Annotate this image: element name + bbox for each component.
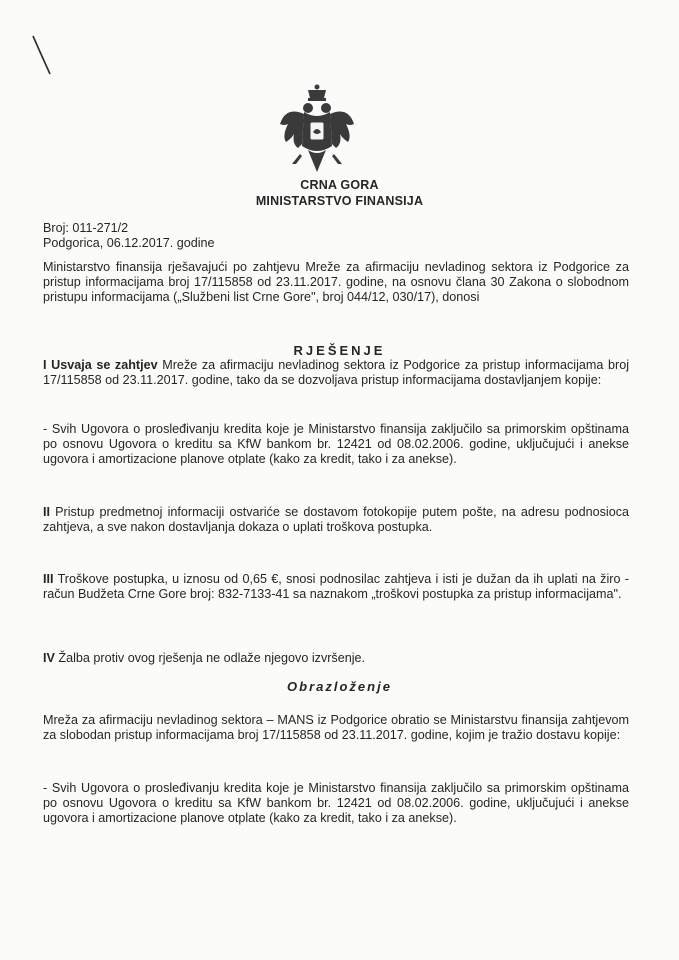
decision-point-1-item: - Svih Ugovora o prosleđivanju kredita koje je Ministarstvo finansija zaključilo sa primorskim opštinama po osnovu Ugovora o kreditu sa KfW bankom br. 12421 od 08.02.2006. godine, uključujući i anekse ugovora i amortizacione planove otplate (kako za kredit, tako i za anekse).	[43, 422, 629, 467]
reasoning-paragraph-2: - Svih Ugovora o prosleđivanju kredita koje je Ministarstvo finansija zaključilo sa primorskim opštinama po osnovu Ugovora o kreditu sa KfW bankom br. 12421 od 08.02.2006. godine, uključujući i anekse ugovora i amortizacione planove otplate (kako za kredit, tako i za anekse).	[43, 781, 629, 826]
reasoning-heading: Obrazloženje	[287, 679, 392, 694]
reasoning-paragraph-1: Mreža za afirmaciju nevladinog sektora – MANS iz Podgorice obratio se Ministarstvu finansija zahtjevom za slobodan pristup informacijama broj 17/115858 od 23.11.2017. godine, kojim je tražio dostavu kopije:	[43, 713, 629, 743]
country-name: CRNA GORA	[300, 178, 379, 192]
decision-point-4-text: Žalba protiv ovog rješenja ne odlaže njegovo izvršenje.	[58, 651, 366, 665]
pen-mark	[30, 34, 54, 76]
decision-point-3-lead: III	[43, 572, 54, 586]
decision-heading: RJEŠENJE	[293, 343, 386, 358]
reference-number: Broj: 011-271/2	[43, 221, 129, 235]
decision-point-3-text: Troškove postupka, u iznosu od 0,65 €, snosi podnosilac zahtjeva i isti je dužan da ih uplati na žiro - račun Budžeta Crne Gore broj: 832-7133-41 sa naznakom „troškovi postupka za pristup informacijama".	[43, 572, 629, 602]
decision-point-2-text: Pristup predmetnoj informaciji ostvariće se dostavom fotokopije putem pošte, na adresu podnosioca zahtjeva, a sve nakon dostavljanja dokaza o uplati troškova postupka.	[43, 505, 629, 535]
decision-point-4-lead: IV	[43, 651, 55, 665]
decision-point-4	[43, 651, 629, 666]
coat-of-arms-icon	[278, 84, 356, 176]
decision-point-1-lead: I Usvaja se zahtjev	[43, 358, 158, 372]
decision-point-2-lead: II	[43, 505, 50, 519]
decision-point-2	[43, 505, 629, 535]
decision-point-1	[43, 358, 629, 388]
intro-paragraph: Ministarstvo finansija rješavajući po zahtjevu Mreže za afirmaciju nevladinog sektora iz Podgorice za pristup informacijama broj 17/115858 od 23.11.2017. godine, na osnovu člana 30 Zakona o slobodnom pristupu informacijama („Službeni list Crne Gore", broj 044/12, 030/17), donosi	[43, 260, 629, 305]
ministry-name: MINISTARSTVO FINANSIJA	[255, 194, 424, 208]
decision-point-1-text: Mreže za afirmaciju nevladinog sektora iz Podgorice za pristup informacijama broj 17/115858 od 23.11.2017. godine, tako da se dozvoljava pristup informacijama dostavljanjem kopije:	[43, 358, 629, 388]
decision-point-3	[43, 572, 629, 602]
place-date: Podgorica, 06.12.2017. godine	[43, 236, 215, 250]
